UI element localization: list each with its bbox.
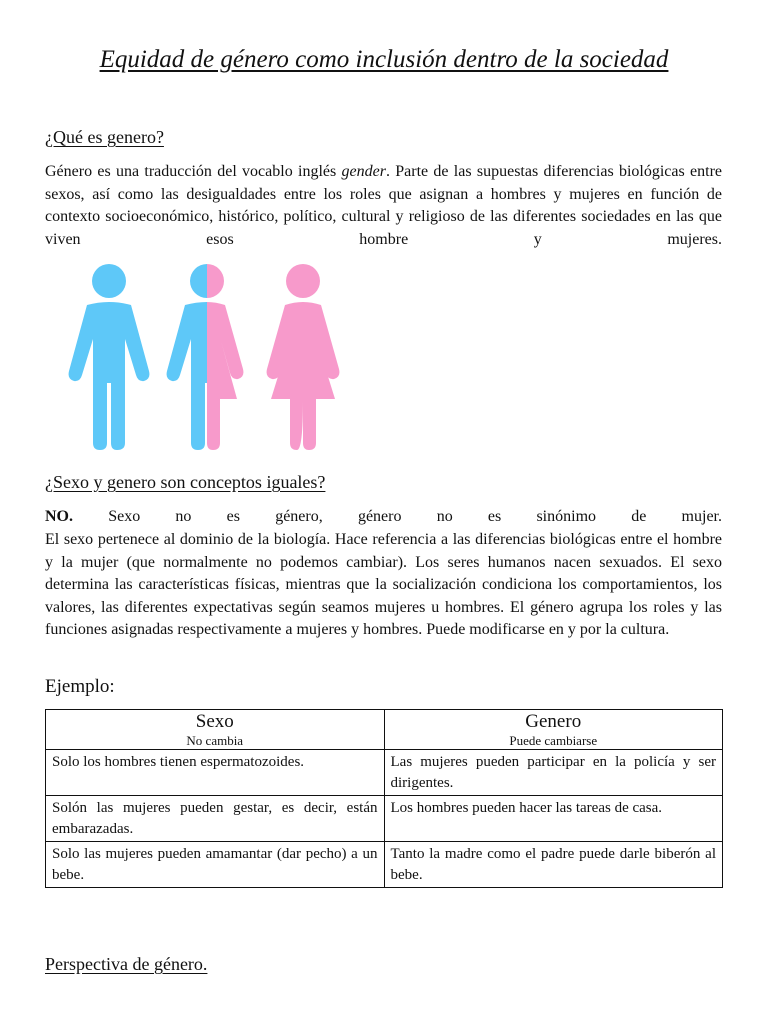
header-title: Genero [525, 711, 582, 732]
table-cell: Los hombres pueden hacer las tareas de casa. [384, 796, 723, 842]
paragraph-text: Sexo no es género, género no es sinónimo de mujer. [73, 508, 722, 525]
male-figure-icon [69, 264, 150, 450]
table-cell: Solo los hombres tienen espermatozoides. [46, 750, 385, 796]
header-title: Sexo [195, 711, 234, 732]
table-cell: Tanto la madre como el padre puede darle biberón al bebe. [384, 842, 723, 888]
document-title: Equidad de género como inclusión dentro de la sociedad [99, 46, 669, 73]
table-row [46, 796, 723, 842]
female-figure-icon [267, 264, 340, 450]
header-subtitle: No cambia [186, 733, 244, 748]
examples-table [45, 709, 723, 888]
ejemplo-label: Ejemplo: [45, 676, 115, 697]
header-genero [384, 710, 723, 750]
table-cell: Solón las mujeres pueden gestar, es decir, están embarazadas. [46, 796, 385, 842]
table-header-row [46, 710, 723, 750]
paragraph-definicion-genero [45, 161, 722, 251]
table-cell: Las mujeres pueden participar en la policía y ser dirigentes. [384, 750, 723, 796]
section-heading-que-es-genero: ¿Qué es genero? [45, 127, 164, 147]
paragraph-no-sexo [45, 506, 722, 529]
gender-figures-image [45, 253, 365, 453]
table-cell: Solo las mujeres pueden amamantar (dar pecho) a un bebe. [46, 842, 385, 888]
header-sexo [46, 710, 385, 750]
paragraph-text: Género es una traducción del vocablo inglés [45, 163, 342, 180]
paragraph-sexo-definicion: El sexo pertenece al dominio de la biología. Hace referencia a las diferencias biológicas entre el hombre y la mujer (que normalmente no podemos cambiar). Los seres humanos nacen sexuados. El sexo determina las características físicas, mientras que la socialización condiciona los comportamientos, los valores, las diferentes expectativas según seamos mujeres u hombres. El género agrupa los roles y las funciones asignadas respectivamente a mujeres y hombres. Puede modificarse en y por la cultura. [45, 531, 722, 638]
answer-bold: NO. [45, 508, 73, 525]
table-row [46, 750, 723, 796]
header-subtitle: Puede cambiarse [509, 733, 598, 748]
half-male-half-female-figure-icon [167, 264, 248, 450]
section-heading-sexo-y-genero: ¿Sexo y genero son conceptos iguales? [45, 472, 326, 492]
table-row [46, 842, 723, 888]
gender-term: gender [341, 163, 386, 180]
paragraph-text: . Parte de las supuestas diferencias biológicas entre sexos, así como las desigualdades entre los roles que asignan a hombres y mujeres en función de contexto socioeconómico, histórico, político, cultural y religioso de las diferentes sociedades en las que viven esos hombre y mujeres. [45, 163, 723, 248]
section-heading-perspectiva: Perspectiva de género. [45, 954, 208, 974]
